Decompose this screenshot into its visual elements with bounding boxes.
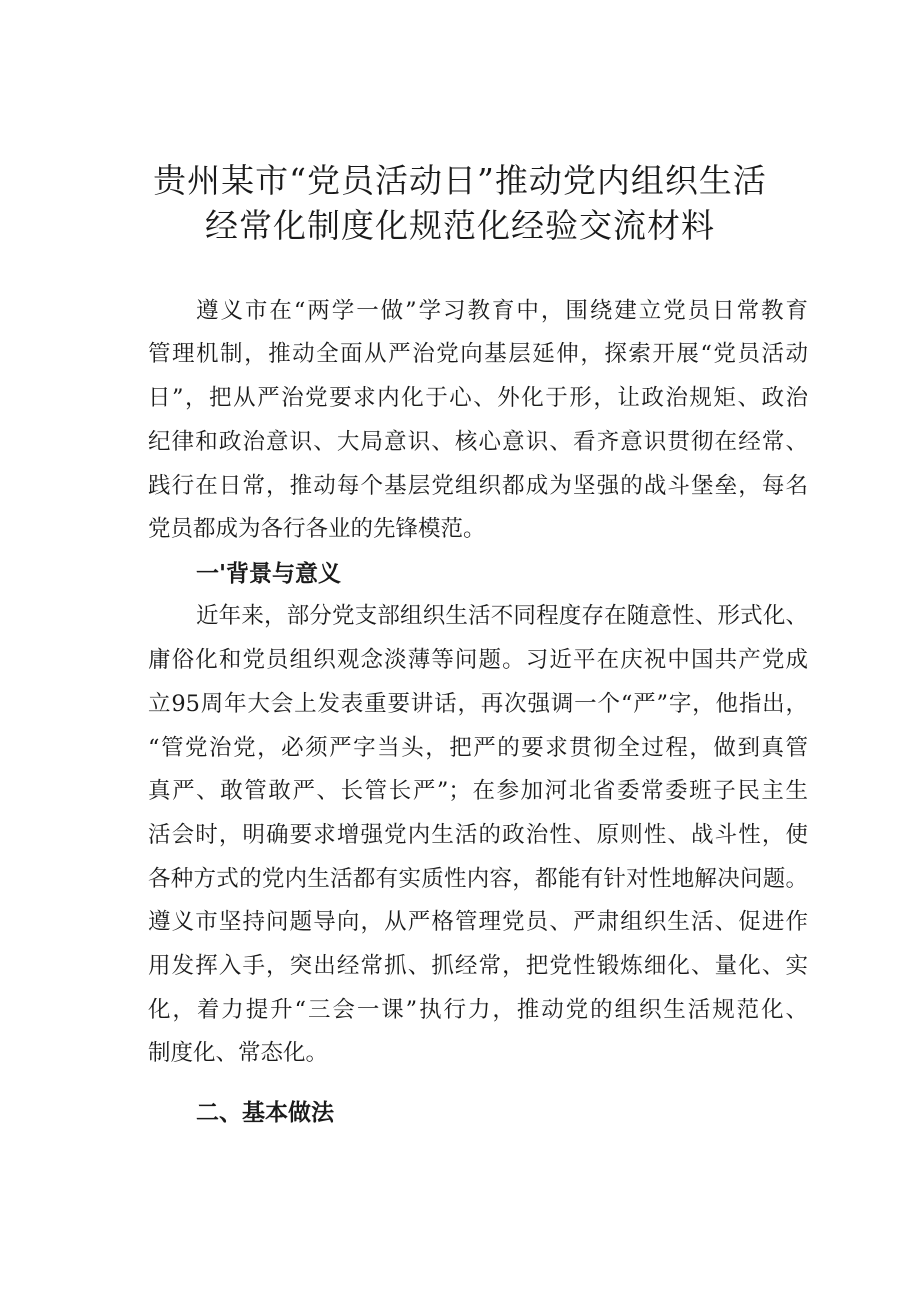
section1-paragraph-line: 各种方式的党内生活都有实质性内容，都能有针对性地解决问题。: [148, 866, 808, 892]
document-title-line-1: 贵州某市“党员活动日”推动党内组织生活: [153, 161, 767, 200]
section1-paragraph-line: 遵义市坚持问题导向，从严格管理党员、严肃组织生活、促进作: [148, 909, 808, 935]
intro-paragraph-line: 遵义市在“两学一做”学习教育中，围绕建立党员日常教育: [196, 298, 808, 324]
section1-paragraph-line: 真严、敢管敢严、长管长严”；在参加河北省委常委班子民主生: [148, 778, 808, 804]
section1-paragraph-line: 化，着力提升“三会一课”执行力，推动党的组织生活规范化、: [148, 997, 808, 1023]
section-heading-basic-methods: 二、基本做法: [196, 1100, 334, 1126]
intro-paragraph-line: 管理机制，推动全面从严治党向基层延伸，探索开展“党员活动: [148, 341, 808, 367]
section1-paragraph-line: 庸俗化和党员组织观念淡薄等问题。习近平在庆祝中国共产党成: [148, 647, 808, 673]
intro-paragraph-line: 党员都成为各行各业的先锋模范。: [148, 516, 486, 542]
intro-paragraph-line: 日”，把从严治党要求内化于心、外化于形，让政治规矩、政治: [148, 385, 808, 411]
section1-paragraph-line: 用发挥入手，突出经常抓、抓经常，把党性锻炼细化、量化、实: [148, 953, 808, 979]
section1-paragraph-line: 近年来，部分党支部组织生活不同程度存在随意性、形式化、: [196, 603, 808, 629]
section1-paragraph-line: 活会时，明确要求增强党内生活的政治性、原则性、战斗性，使: [148, 822, 808, 848]
intro-paragraph-line: 践行在日常，推动每个基层党组织都成为坚强的战斗堡垒，每名: [148, 473, 808, 499]
section1-paragraph-line: 制度化、常态化。: [148, 1040, 329, 1066]
section1-paragraph-line: 立95周年大会上发表重要讲话，再次强调一个“严”字，他指出，: [148, 691, 808, 717]
document-title-line-2: 经常化制度化规范化经验交流材料: [205, 206, 715, 245]
section1-paragraph-line: “管党治党，必须严字当头，把严的要求贯彻全过程，做到真管: [148, 735, 808, 761]
section-heading-background: 一'背景与意义: [196, 561, 342, 587]
intro-paragraph-line: 纪律和政治意识、大局意识、核心意识、看齐意识贯彻在经常、: [148, 429, 808, 455]
